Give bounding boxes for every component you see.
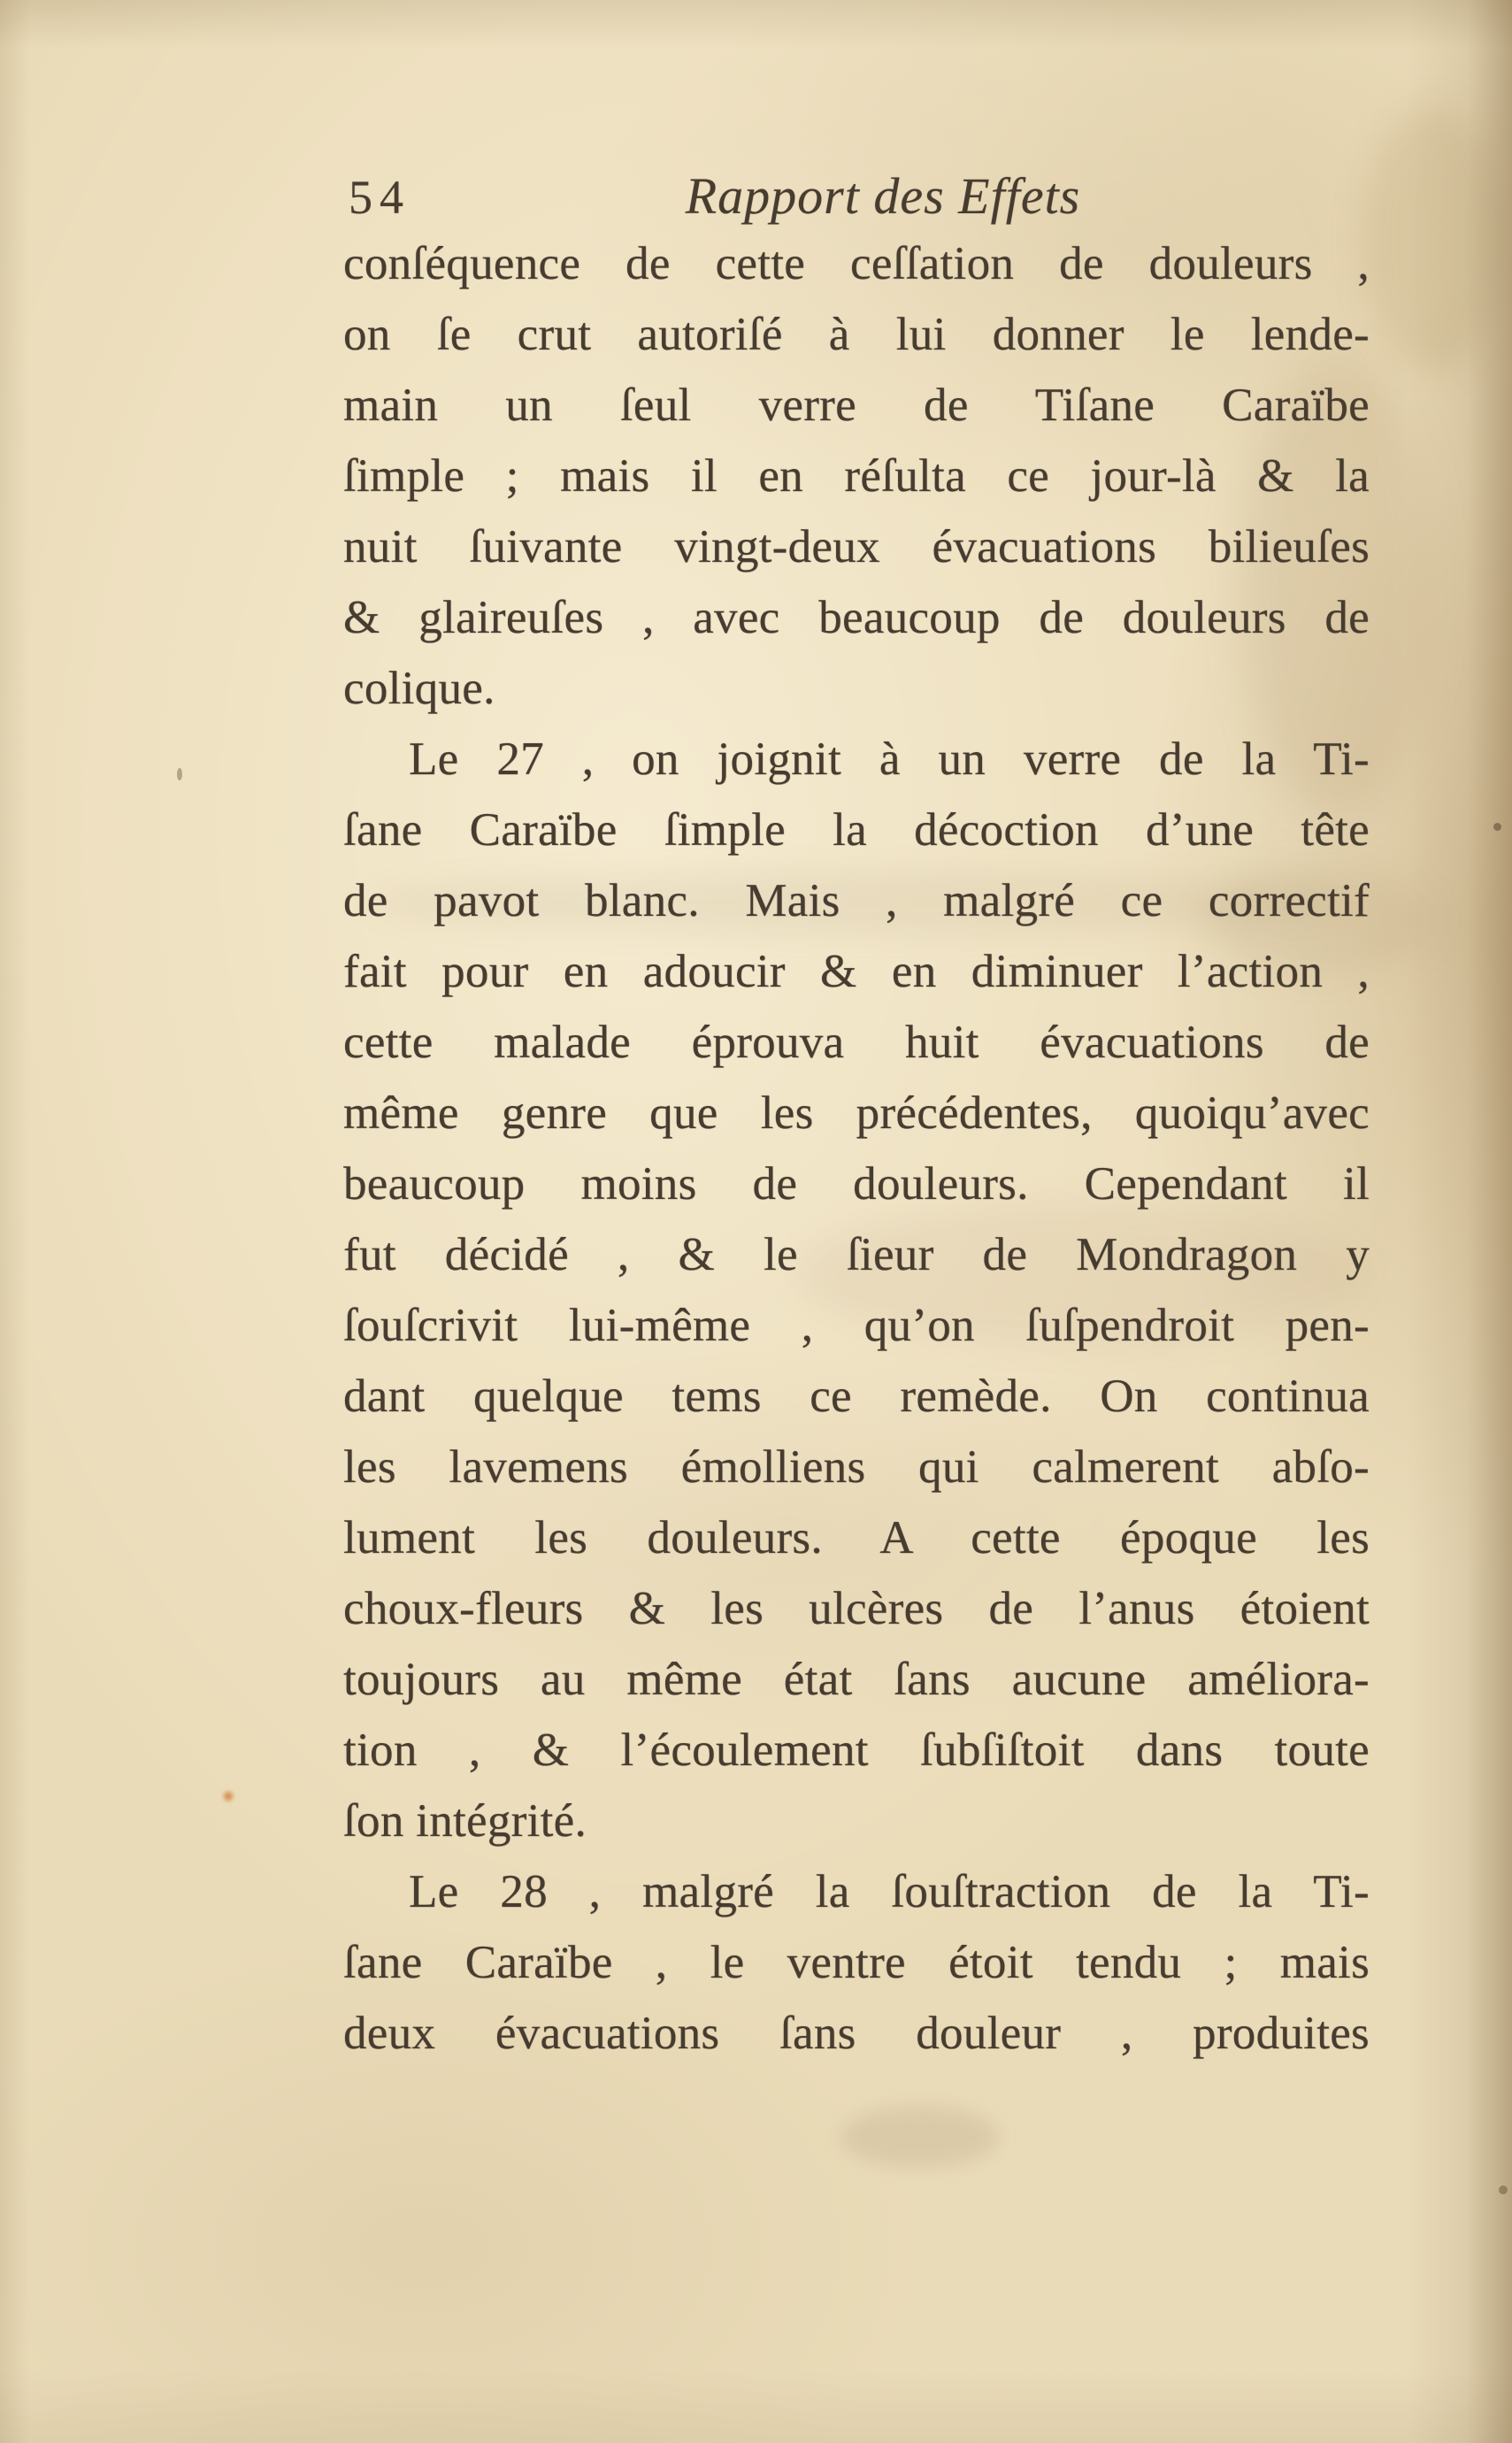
bottom-show-through-mark bbox=[840, 2106, 1000, 2168]
text-line-23: ſon intégrité. bbox=[343, 1795, 587, 1847]
stain-top-right bbox=[1362, 106, 1504, 372]
text-line-24: Le 28 , malgré la ſouſtraction de la Ti- bbox=[409, 1866, 1370, 1917]
foxing-spot bbox=[221, 1789, 235, 1803]
text-line-18: les lavemens émolliens qui calmerent abſo- bbox=[343, 1441, 1370, 1493]
text-line-25: ſane Caraïbe , le ventre étoit tendu ; mais bbox=[343, 1937, 1370, 1988]
text-block bbox=[343, 228, 1370, 2069]
text-line-7: colique. bbox=[343, 663, 495, 714]
text-line-6: & glaireuſes , avec beaucoup de douleurs de bbox=[343, 592, 1370, 643]
ink-speck bbox=[1493, 823, 1501, 831]
page-number: 54 bbox=[349, 171, 411, 224]
text-line-12: cette malade éprouva huit évacuations de bbox=[343, 1017, 1370, 1068]
page-header bbox=[343, 166, 1370, 228]
text-line-3: main un ſeul verre de Tiſane Caraïbe bbox=[343, 380, 1370, 431]
text-line-22: tion , & l’écoulement ſubſiſtoit dans toute bbox=[343, 1725, 1370, 1776]
text-line-17: dant quelque tems ce remède. On continua bbox=[343, 1371, 1370, 1422]
text-line-8: Le 27 , on joignit à un verre de la Ti- bbox=[409, 734, 1370, 785]
text-line-11: fait pour en adoucir & en diminuer l’action , bbox=[343, 946, 1370, 997]
running-title: Rapport des Effets bbox=[685, 167, 1081, 225]
text-line-20: choux-fleurs & les ulcères de l’anus étoient bbox=[343, 1583, 1370, 1634]
text-line-5: nuit ſuivante vingt-deux évacuations bilieuſes bbox=[343, 521, 1370, 572]
text-line-2: on ſe crut autoriſé à lui donner le lende- bbox=[343, 309, 1370, 360]
text-line-16: ſouſcrivit lui-même , qu’on ſuſpendroit pen- bbox=[343, 1300, 1370, 1351]
text-line-26: deux évacuations ſans douleur , produites bbox=[343, 2008, 1370, 2059]
text-line-15: fut décidé , & le ſieur de Mondragon y bbox=[343, 1229, 1370, 1280]
text-line-14: beaucoup moins de douleurs. Cependant il bbox=[343, 1158, 1370, 1210]
ink-speck bbox=[1499, 2186, 1508, 2194]
printed-content bbox=[343, 166, 1370, 2069]
text-line-10: de pavot blanc. Mais , malgré ce correctif bbox=[343, 875, 1370, 926]
text-line-4: ſimple ; mais il en réſulta ce jour-là & la bbox=[343, 450, 1370, 502]
text-line-19: lument les douleurs. A cette époque les bbox=[343, 1512, 1370, 1563]
text-line-21: toujours au même état ſans aucune améliora- bbox=[343, 1654, 1370, 1705]
text-line-9: ſane Caraïbe ſimple la décoction d’une tête bbox=[343, 804, 1370, 856]
ink-speck bbox=[177, 768, 182, 780]
text-line-1: conſéquence de cette ceſſation de douleurs , bbox=[343, 238, 1370, 289]
text-line-13: même genre que les précédentes, quoiqu’avec bbox=[343, 1087, 1370, 1139]
